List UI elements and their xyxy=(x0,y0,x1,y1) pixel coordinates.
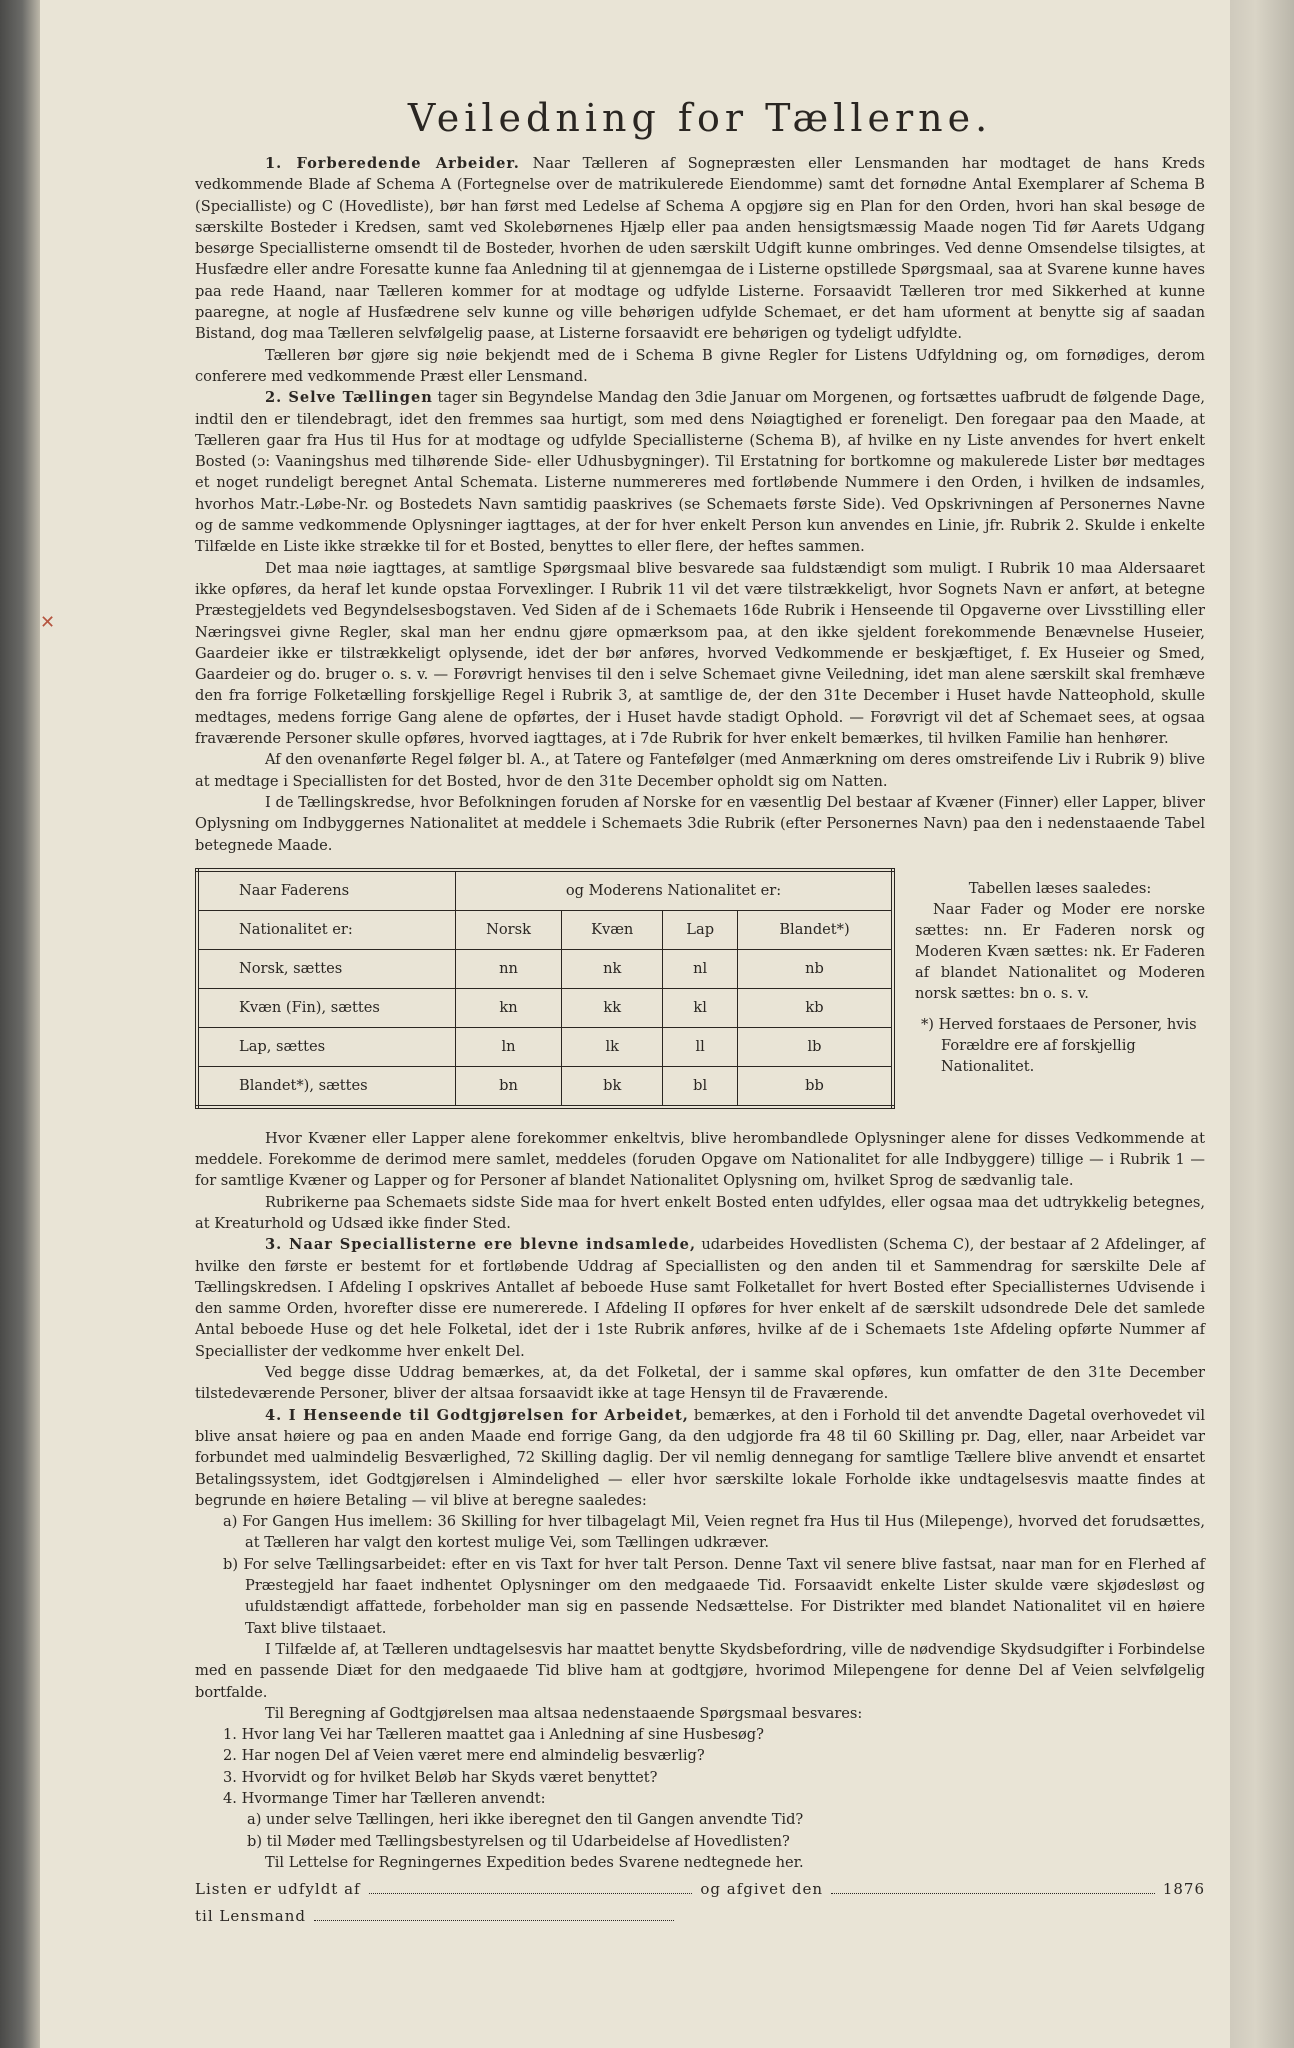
section-4-item-b: b) For selve Tællingsarbeidet: efter en vis Taxt for hver talt Person. Denne Taxt vil senere blive fastsat, naar man for en Flerhed af Præstegjeld har faaet indhentet Oplysninger om den medgaaede Tid. Forsaavidt enkelte Lister skulde være skjødesløst og ufuldstændigt affattede, forbeholder man sig en passende Nedsættelse. For Distrikter med blandet Nationalitet vil en høiere Taxt blive tilstaaet. xyxy=(223,1555,1205,1637)
table-header-row xyxy=(197,870,893,911)
section-2-paragraph-4: I de Tællingskredse, hvor Befolkningen foruden af Norske for en væsentlig Del bestaar af Kvæner (Finner) eller Lapper, bliver Oplysning om Indbyggernes Nationalitet at meddele i Schemaets 3die Rubrik (efter Personernes Navn) paa den i nedenstaaende Tabel betegnede Maade. xyxy=(195,793,1205,854)
signature-line-2 xyxy=(195,1906,1205,1927)
table-row xyxy=(197,1066,893,1107)
section-3-heading: 3. Naar Speciallisterne ere blevne indsamlede, xyxy=(265,1236,697,1254)
table-cell: kl xyxy=(663,988,738,1027)
mother-header: og Moderens Nationalitet er: xyxy=(456,870,894,911)
nationality-table-block xyxy=(195,868,1205,1118)
explanation-footnote: *) Herved forstaaes de Personer, hvis Forældre ere af forskjellig Nationalitet. xyxy=(921,1015,1197,1075)
section-2-paragraph-3: Af den ovenanførte Regel følger bl. A., at Tatere og Fantefølger (med Anmærkning om deres omstreifende Liv i Rubrik 9) blive at medtage i Speciallisten for det Bosted, hvor de den 31te December opholdt sig om Natten. xyxy=(195,751,1205,790)
table-column-row xyxy=(197,910,893,949)
section-3-text: udarbeides Hovedlisten (Schema C), der bestaar af 2 Afdelinger, af hvilke den første er bestemt for et fortløbende Uddrag af Speciallisten og den anden til et Sammendrag for særskilte Dele af Tællingskredsen. I Afdeling I opskrives Antallet af beboede Huse samt Folketallet for hvert Bosted efter Speciallisternes Udvisende i den samme Orden, hvorefter disse ere numererede. I Afdeling II opføres for hver enkelt af de særskilt udsondrede Dele det samlede Antal beboede Huse og det hele Folketal, idet der i 1ste Rubrik anføres, hvilke af de i Schemaets 1ste Afdeling opførte Nummer af Speciallister der vedkomme hver enkelt Del. xyxy=(195,1236,1206,1360)
section-4-item-a: a) For Gangen Hus imellem: 36 Skilling for hver tilbagelagt Mil, Veien regnet fra Hus til Hus (Milepenge), hvorved det forudsættes, at Tælleren har valgt den kortest mulige Vei, som Tællingen udkræver. xyxy=(223,1513,1205,1552)
table-cell: nn xyxy=(456,949,562,988)
subquestion-item: b) til Møder med Tællingsbestyrelsen og til Udarbeidelse af Hovedlisten? xyxy=(247,1832,790,1850)
table-cell: bk xyxy=(562,1066,663,1107)
page-title: Veiledning for Tællerne. xyxy=(407,96,993,140)
section-2-paragraph-6: Rubrikerne paa Schemaets sidste Side maa for hvert enkelt Bosted enten udfyldes, eller ogsaa maa det udtrykkelig betegnes, at Kreaturhold og Udsæd ikke finder Sted. xyxy=(195,1193,1205,1232)
table-cell: nl xyxy=(663,949,738,988)
section-4-paragraph-2: I Tilfælde af, at Tælleren undtagelsesvis har maattet benytte Skydsbefordring, ville de nødvendige Skydsudgifter i Forbindelse med en passende Diæt for den medgaaede Tid blive ham at godtgjøre, hvorimod Milepengene for denne Del af Veien selvfølgelig bortfalde. xyxy=(195,1640,1205,1701)
table-cell: nb xyxy=(738,949,894,988)
section-4-paragraph-3: Til Beregning af Godtgjørelsen maa altsaa nedenstaaende Spørgsmaal besvares: xyxy=(265,1704,863,1722)
year-label: 1876 xyxy=(1162,1880,1205,1899)
father-header-2: Nationalitet er: xyxy=(197,910,456,949)
row-label: Blandet*), sættes xyxy=(197,1066,456,1107)
next-page-edge xyxy=(1230,0,1294,2048)
date-blank xyxy=(831,1879,1155,1894)
row-label: Norsk, sættes xyxy=(197,949,456,988)
binding-spine xyxy=(0,0,40,2048)
signature-line-1 xyxy=(195,1879,1205,1900)
margin-mark: ✕ xyxy=(40,612,56,633)
section-2-heading: 2. Selve Tællingen xyxy=(265,389,433,407)
filled-by-blank xyxy=(369,1879,693,1894)
closing-note: Til Lettelse for Regningernes Expedition bedes Svarene nedtegnede her. xyxy=(265,1853,804,1871)
sheriff-blank xyxy=(314,1906,674,1921)
section-3-paragraph xyxy=(195,1234,1205,1362)
section-4-paragraph xyxy=(195,1405,1205,1511)
row-label: Kvæn (Fin), sættes xyxy=(197,988,456,1027)
table-cell: bl xyxy=(663,1066,738,1107)
filled-by-label: Listen er udfyldt af xyxy=(195,1880,361,1899)
table-cell: lk xyxy=(562,1027,663,1066)
explanation-heading: Tabellen læses saaledes: xyxy=(968,879,1152,897)
column-header: Norsk xyxy=(456,910,562,949)
section-1-heading: 1. Forberedende Arbeider. xyxy=(265,155,520,172)
section-2-paragraph-5: Hvor Kvæner eller Lapper alene forekommer enkeltvis, blive herombandlede Oplysninger alene for disses Vedkommende at meddele. Forekomme de derimod mere samlet, meddeles (foruden Opgave om Nationalitet for alle Indbyggere) tillige — i Rubrik 1 — for samtlige Kvæner og Lapper og for Personer af blandet Nationalitet Oplysning om, hvilket Sprog de sædvanlig tale. xyxy=(195,1129,1205,1190)
table-cell: ll xyxy=(663,1027,738,1066)
table-row xyxy=(197,988,893,1027)
table-cell: kk xyxy=(562,988,663,1027)
question-item: 1. Hvor lang Vei har Tælleren maattet gaa i Anledning af sine Husbesøg? xyxy=(223,1726,764,1744)
table-cell: kb xyxy=(738,988,894,1027)
section-2-paragraph xyxy=(195,387,1205,557)
section-1-paragraph xyxy=(195,153,1205,345)
subquestion-item: a) under selve Tællingen, heri ikke iberegnet den til Gangen anvendte Tid? xyxy=(247,1811,804,1829)
table-cell: kn xyxy=(456,988,562,1027)
column-header: Kvæn xyxy=(562,910,663,949)
table-cell: nk xyxy=(562,949,663,988)
table-row xyxy=(197,1027,893,1066)
section-1-text: Naar Tælleren af Sognepræsten eller Lensmanden har modtaget de hans Kreds vedkommende Blade af Schema A (Fortegnelse over de matrikulerede Eiendomme) samt det fornødne Antal Exemplarer af Schema B (Specialliste) og C (Hovedliste), bør han først med Ledelse af Schema A opgjøre sig en Plan for den Orden, hvori han skal besøge de særskilte Bosteder i Kredsen, samt ved Skolebørnenes Hjælp eller paa anden hensigtsmæssig Maade nogen Tid før Aarets Udgang besørge Speciallisterne omsendt til de Bosteder, hvorhen de uden særskilt Udgift kunne ombringes. Ved denne Omsendelse tilsigtes, at Husfædre eller andre Foresatte kunne faa Anledning til at gjennemgaa de i Listerne opstillede Spørgsmaal, saa at Svarene kunne haves paa rede Haand, naar Tælleren kommer for at modtage og udfylde Listerne. Forsaavidt Tælleren tror med Sikkerhed at kunne paaregne, at nogle af Husfædrene selv kunne og ville behørigen udfylde Schemaet, er det ham uforment at benytte sig af saadan Bistand, dog maa Tælleren selvfølgelig paase, at Listerne forsaavidt ere behørigen og tydeligt udfyldte. xyxy=(195,155,1206,343)
question-item: 4. Hvormange Timer har Tælleren anvendt: xyxy=(223,1790,546,1807)
section-2-paragraph-2: Det maa nøie iagttages, at samtlige Spørgsmaal blive besvarede saa fuldstændigt som muligt. I Rubrik 10 maa Aldersaaret ikke opføres, da heraf let kunde opstaa Forvexlinger. I Rubrik 11 vil det være tilstrækkeligt, hvor Sognets Navn er anført, at betegne Præstegjeldets ved Begyndelsesbogstaven. Ved Siden af de i Schemaets 16de Rubrik i Henseende til Opgaverne over Livsstilling eller Næringsvei givne Regler, skal man her endnu gjøre opmærksom paa, at den ikke sjeldent forekommende Benævnelse Huseier, Gaardeier ikke er tilstrækkeligt oplysende, idet der bør anføres, hvorved Vedkommende er beskjæftiget, f. Ex Huseier og Smed, Gaardeier og do. bruger o. s. v. — Forøvrigt henvises til den i selve Schemaet givne Veiledning, idet man alene særskilt skal fremhæve den fra forrige Folketælling forskjellige Regel i Rubrik 3, at samtlige de, der den 31te December i Huset havde Natteophold, skulle medtages, medens forrige Gang alene de opførtes, der i Huset havde stadigt Ophold. — Forøvrigt vil det af Schemaet sees, at ogsaa fraværende Personer skulle opføres, hvorved iagttages, at i 7de Rubrik for hver enkelt bemærkes, til hvilken Familie han henhører. xyxy=(195,559,1205,748)
column-header: Lap xyxy=(663,910,738,949)
table-row xyxy=(197,949,893,988)
sheriff-label: til Lensmand xyxy=(195,1907,307,1926)
nationality-table xyxy=(195,868,895,1109)
table-cell: bn xyxy=(456,1066,562,1107)
section-1-paragraph-2: Tælleren bør gjøre sig nøie bekjendt med de i Schema B givne Regler for Listens Udfyldning og, om fornødiges, derom conferere med vedkommende Præst eller Lensmand. xyxy=(195,346,1205,385)
explanation-text: Naar Fader og Moder ere norske sættes: nn. Er Faderen norsk og Moderen Kvæn sættes: nk. Er Faderen af blandet Nationalitet og Moderen norsk sættes: bn o. s. v. xyxy=(915,900,1205,1002)
table-explanation xyxy=(915,878,1205,1077)
section-3-paragraph-2: Ved begge disse Uddrag bemærkes, at, da det Folketal, der i samme skal opføres, kun omfatter de den 31te December tilstedeværende Personer, bliver der altsaa forsaavidt ikke at tage Hensyn til de Fraværende. xyxy=(195,1364,1205,1403)
table-cell: bb xyxy=(738,1066,894,1107)
row-label: Lap, sættes xyxy=(197,1027,456,1066)
section-4-text: bemærkes, at den i Forhold til det anvendte Dagetal overhovedet vil blive ansat høiere og paa en anden Maade end forrige Gang, da den udgjorde fra 48 til 60 Skilling pr. Dag, eller, naar Arbeidet var forbundet med ualmindelig Besværlighed, 72 Skilling daglig. Der vil nemlig dennegang for samtlige Tællere blive anvendt et ensartet Betalingssystem, idet Godtgjørelsen i Almindelighed — eller hvor særskilte lokale Forholde ikke undtagelsesvis maatte findes at begrunde en høiere Betaling — vil blive at beregne saaledes: xyxy=(195,1406,1205,1509)
delivered-label: og afgivet den xyxy=(700,1880,823,1899)
section-2-text: tager sin Begyndelse Mandag den 3die Januar om Morgenen, og fortsættes uafbrudt de følgende Dage, indtil den er tilendebragt, idet den fremmes saa hurtigt, som med dens Nøiagtighed er foreneligt. Den foregaar paa den Maade, at Tælleren gaar fra Hus til Hus for at modtage og udfylde Speciallisterne (Schema B), af hvilke en ny Liste anvendes for hvert enkelt Bosted (ɔ: Vaaningshus med tilhørende Side- eller Udhusbygninger). Til Erstatning for bortkomne og makulerede Lister bør medtages et noget rundeligt beregnet Antal Schemata. Listerne nummereres med fortløbende Nummere i den Orden, i hvilken de indsamles, hvorhos Matr.-Løbe-Nr. og Bostedets Navn samtidig paaskrives (se Schemaets første Side). Ved Opskrivningen af Personernes Navne og de samme vedkommende Oplysninger iagttages, at der for hver enkelt Person kun anvendes en Linie, jfr. Rubrik 2. Skulde i enkelte Tilfælde en Liste ikke strække til for et Bosted, benyttes to eller flere, der heftes sammen. xyxy=(195,389,1206,556)
question-item: 2. Har nogen Del af Veien været mere end almindelig besværlig? xyxy=(223,1747,705,1765)
table-cell: ln xyxy=(456,1027,562,1066)
section-4-heading: 4. I Henseende til Godtgjørelsen for Arbeidet, xyxy=(265,1406,689,1424)
table-cell: lb xyxy=(738,1027,894,1066)
document-body xyxy=(195,95,1205,1928)
father-header: Naar Faderens xyxy=(197,870,456,911)
column-header: Blandet*) xyxy=(738,910,894,949)
question-item: 3. Hvorvidt og for hvilket Beløb har Skyds været benyttet? xyxy=(223,1768,658,1786)
